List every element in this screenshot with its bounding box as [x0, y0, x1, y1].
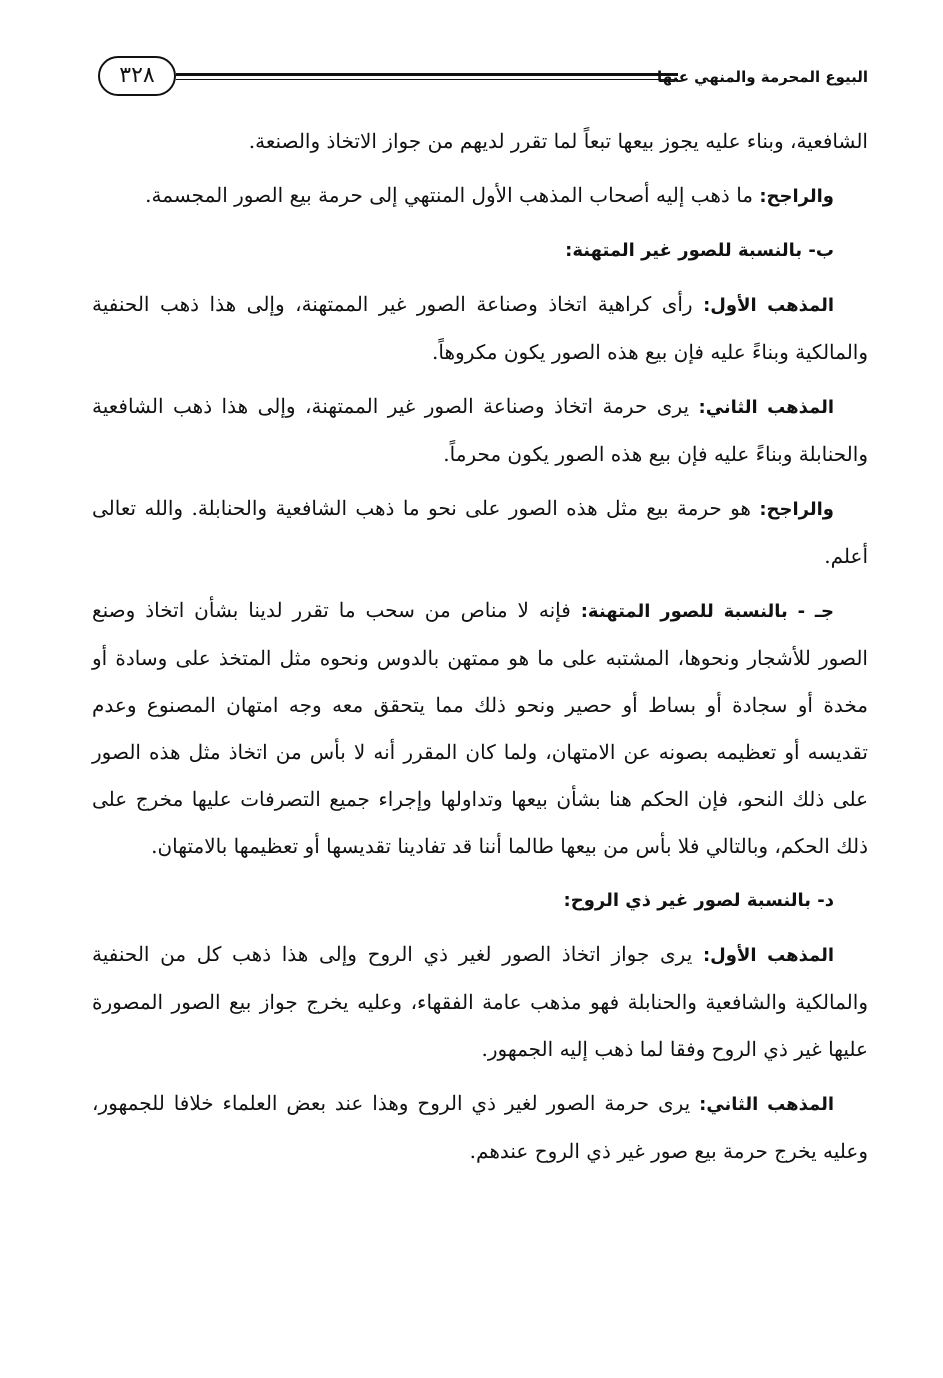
header-rule — [176, 73, 678, 81]
paragraph-preferred-opinion-2 — [92, 485, 868, 580]
paragraph-text: يرى حرمة الصور لغير ذي الروح وهذا عند بعض العلماء خلافا للجمهور، وعليه يخرج حرمة بيع صور غير ذي الروح عندهم. — [92, 1091, 868, 1163]
paragraph-lead: جـ - بالنسبة للصور المتهنة: — [580, 601, 835, 622]
paragraph-lead: المذهب الأول: — [703, 295, 835, 316]
page-body — [92, 118, 868, 1182]
paragraph-text: يرى حرمة اتخاذ وصناعة الصور غير الممتهنة، وإلى هذا ذهب الشافعية والحنابلة وبناءً عليه فإن بيع هذه الصور يكون محرماً. — [92, 394, 868, 466]
paragraph-second-school-d — [92, 1080, 868, 1175]
running-title: البيوع المحرمة والمنهي عنها — [657, 68, 868, 86]
paragraph-section-c — [92, 587, 868, 870]
paragraph-lead: المذهب الثاني: — [699, 1094, 835, 1115]
paragraph-first-school-b — [92, 281, 868, 376]
paragraph-text: رأى كراهية اتخاذ وصناعة الصور غير الممتهنة، وإلى هذا ذهب الحنفية والمالكية وبناءً عليه فإن بيع هذه الصور يكون مكروهاً. — [92, 292, 868, 364]
paragraph-second-school-b — [92, 383, 868, 478]
section-heading-b: ب- بالنسبة للصور غير المتهنة: — [565, 240, 834, 261]
paragraph-text: هو حرمة بيع مثل هذه الصور على نحو ما ذهب الشافعية والحنابلة. والله تعالى أعلم. — [92, 496, 868, 568]
paragraph-text: يرى جواز اتخاذ الصور لغير ذي الروح وإلى هذا ذهب كل من الحنفية والمالكية والشافعية والحنابلة فهو مذهب عامة الفقهاء، وعليه يخرج جواز بيع الصور المصورة عليها غير ذي الروح وفقا لما ذهب إليه الجمهور. — [92, 942, 868, 1061]
paragraph-preferred-opinion-1 — [92, 172, 868, 220]
paragraph-lead: المذهب الثاني: — [698, 397, 834, 418]
paragraph-text: ما ذهب إليه أصحاب المذهب الأول المنتهي إلى حرمة بيع الصور المجسمة. — [145, 183, 753, 207]
paragraph-lead: والراجح: — [759, 499, 834, 520]
paragraph-text: الشافعية، وبناء عليه يجوز بيعها تبعاً لما تقرر لديهم من جواز الاتخاذ والصنعة. — [248, 129, 868, 153]
section-heading-d: د- بالنسبة لصور غير ذي الروح: — [563, 890, 834, 911]
paragraph-lead: المذهب الأول: — [702, 945, 834, 966]
paragraph-continuation — [92, 118, 868, 165]
paragraph-text: فإنه لا مناص من سحب ما تقرر لدينا بشأن اتخاذ وصنع الصور للأشجار ونحوها، المشتبه على ما هو ممتهن بالدوس ونحوه مثل المتخذ على وسادة أو مخدة أو سجادة أو بساط أو حصير ونحو ذلك مما يتحقق معه وجه امتهان المصنوع وعدم تقديسه أو تعظيمه بصونه عن الامتهان، ولما كان المقرر أنه لا بأس من اتخاذ مثل هذه الصور على ذلك النحو، فإن الحكم هنا بشأن بيعها وتداولها وإجراء جميع التصرفات عليها مخرج على ذلك الحكم، وبالتالي فلا بأس من بيعها طالما أننا قد تفادينا تقديسها أو تعظيمها بالامتهان. — [92, 598, 868, 858]
header-rule-thin — [176, 79, 678, 80]
page-number: ٣٢٨ — [98, 56, 176, 96]
paragraph-first-school-d — [92, 931, 868, 1073]
header-rule-thick — [176, 73, 678, 76]
paragraph-lead: والراجح: — [759, 186, 834, 207]
page-header — [88, 56, 868, 104]
